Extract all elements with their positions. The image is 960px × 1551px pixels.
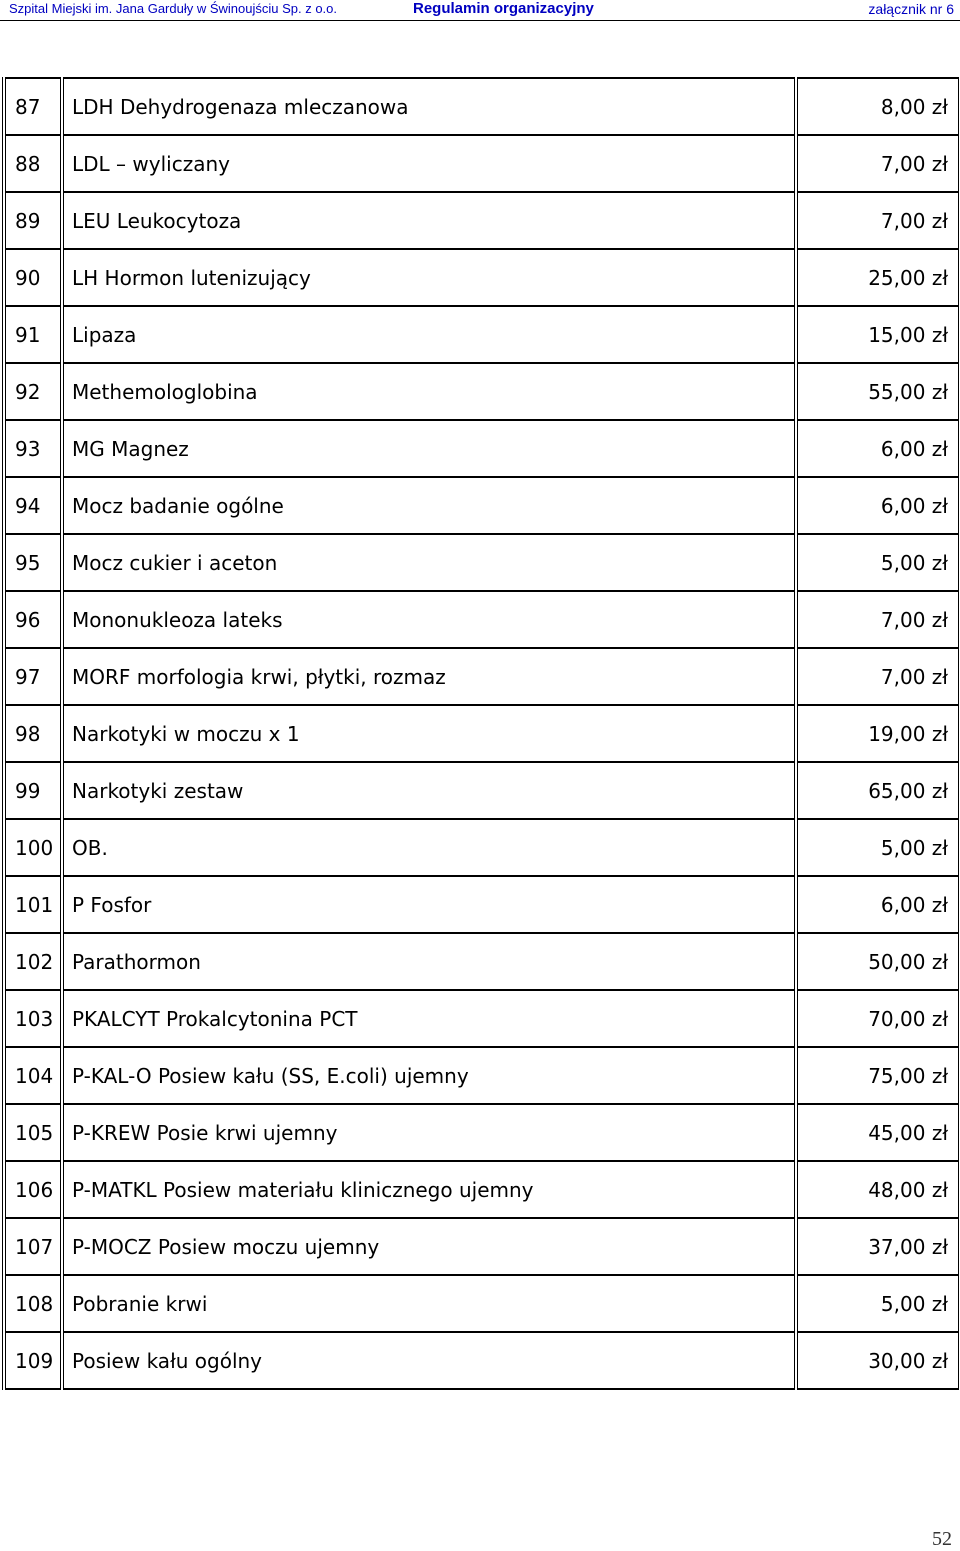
test-name: P Fosfor <box>62 876 796 933</box>
test-price: 7,00 zł <box>796 192 960 249</box>
row-number: 105 <box>4 1104 62 1161</box>
row-number: 88 <box>4 135 62 192</box>
test-price: 48,00 zł <box>796 1161 960 1218</box>
price-table <box>2 77 960 1390</box>
row-number: 101 <box>4 876 62 933</box>
test-name: Methemologlobina <box>62 363 796 420</box>
row-number: 92 <box>4 363 62 420</box>
table-row <box>4 762 960 819</box>
test-name: PKALCYT Prokalcytonina PCT <box>62 990 796 1047</box>
test-price: 6,00 zł <box>796 477 960 534</box>
table-row <box>4 933 960 990</box>
test-price: 37,00 zł <box>796 1218 960 1275</box>
row-number: 90 <box>4 249 62 306</box>
table-row <box>4 477 960 534</box>
row-number: 102 <box>4 933 62 990</box>
test-price: 30,00 zł <box>796 1332 960 1389</box>
test-name: Mononukleoza lateks <box>62 591 796 648</box>
attachment-label: załącznik nr 6 <box>868 1 954 17</box>
document-title: Regulamin organizacyjny <box>413 0 594 17</box>
test-price: 6,00 zł <box>796 876 960 933</box>
test-price: 15,00 zł <box>796 306 960 363</box>
row-number: 91 <box>4 306 62 363</box>
test-name: Lipaza <box>62 306 796 363</box>
table-row <box>4 78 960 135</box>
row-number: 89 <box>4 192 62 249</box>
test-price: 5,00 zł <box>796 819 960 876</box>
test-name: LDH Dehydrogenaza mleczanowa <box>62 78 796 135</box>
hospital-name: Szpital Miejski im. Jana Garduły w Świnoujściu Sp. z o.o. <box>9 1 338 16</box>
test-name: LDL – wyliczany <box>62 135 796 192</box>
test-price: 25,00 zł <box>796 249 960 306</box>
test-name: Posiew kału ogólny <box>62 1332 796 1389</box>
test-price: 5,00 zł <box>796 534 960 591</box>
page-header <box>0 0 960 22</box>
row-number: 96 <box>4 591 62 648</box>
header-divider <box>0 20 960 21</box>
test-name: P-MOCZ Posiew moczu ujemny <box>62 1218 796 1275</box>
row-number: 104 <box>4 1047 62 1104</box>
test-price: 65,00 zł <box>796 762 960 819</box>
row-number: 94 <box>4 477 62 534</box>
test-name: P-KREW Posie krwi ujemny <box>62 1104 796 1161</box>
table-row <box>4 648 960 705</box>
test-price: 6,00 zł <box>796 420 960 477</box>
row-number: 108 <box>4 1275 62 1332</box>
row-number: 109 <box>4 1332 62 1389</box>
row-number: 99 <box>4 762 62 819</box>
row-number: 97 <box>4 648 62 705</box>
test-price: 45,00 zł <box>796 1104 960 1161</box>
test-name: Parathormon <box>62 933 796 990</box>
test-name: Narkotyki w moczu x 1 <box>62 705 796 762</box>
test-price: 70,00 zł <box>796 990 960 1047</box>
test-price: 5,00 zł <box>796 1275 960 1332</box>
table-row <box>4 1047 960 1104</box>
table-row <box>4 591 960 648</box>
test-name: LEU Leukocytoza <box>62 192 796 249</box>
test-name: Mocz cukier i aceton <box>62 534 796 591</box>
test-price: 7,00 zł <box>796 135 960 192</box>
test-name: Mocz badanie ogólne <box>62 477 796 534</box>
table-row <box>4 705 960 762</box>
table-row <box>4 135 960 192</box>
row-number: 87 <box>4 78 62 135</box>
test-price: 7,00 zł <box>796 591 960 648</box>
row-number: 107 <box>4 1218 62 1275</box>
row-number: 93 <box>4 420 62 477</box>
table-row <box>4 249 960 306</box>
test-price: 8,00 zł <box>796 78 960 135</box>
test-name: LH Hormon lutenizujący <box>62 249 796 306</box>
table-row <box>4 1104 960 1161</box>
test-name: Pobranie krwi <box>62 1275 796 1332</box>
row-number: 98 <box>4 705 62 762</box>
row-number: 103 <box>4 990 62 1047</box>
table-row <box>4 306 960 363</box>
table-row <box>4 876 960 933</box>
table-row <box>4 819 960 876</box>
table-row <box>4 534 960 591</box>
test-name: P-KAL-O Posiew kału (SS, E.coli) ujemny <box>62 1047 796 1104</box>
test-name: OB. <box>62 819 796 876</box>
table-row <box>4 1218 960 1275</box>
row-number: 95 <box>4 534 62 591</box>
row-number: 100 <box>4 819 62 876</box>
table-row <box>4 1275 960 1332</box>
test-name: P-MATKL Posiew materiału klinicznego ujemny <box>62 1161 796 1218</box>
table-row <box>4 990 960 1047</box>
page-number: 52 <box>932 1528 952 1550</box>
table-row <box>4 1161 960 1218</box>
price-table-body <box>4 78 960 1389</box>
table-row <box>4 420 960 477</box>
test-name: MORF morfologia krwi, płytki, rozmaz <box>62 648 796 705</box>
test-price: 75,00 zł <box>796 1047 960 1104</box>
table-row <box>4 1332 960 1389</box>
test-price: 7,00 zł <box>796 648 960 705</box>
table-row <box>4 192 960 249</box>
row-number: 106 <box>4 1161 62 1218</box>
test-price: 50,00 zł <box>796 933 960 990</box>
test-name: Narkotyki zestaw <box>62 762 796 819</box>
test-price: 55,00 zł <box>796 363 960 420</box>
test-name: MG Magnez <box>62 420 796 477</box>
table-row <box>4 363 960 420</box>
test-price: 19,00 zł <box>796 705 960 762</box>
